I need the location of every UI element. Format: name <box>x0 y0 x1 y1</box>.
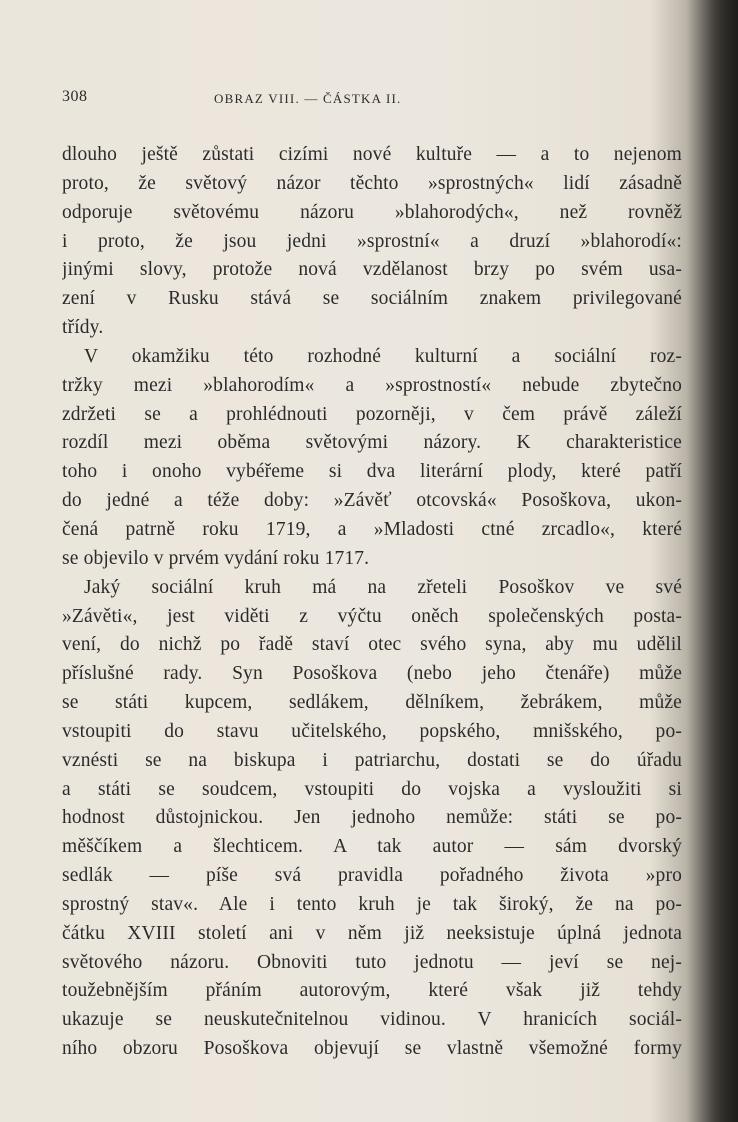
text-line: světového názoru. Obnoviti tuto jednotu — jeví se nej- <box>62 951 682 973</box>
text-line: ukazuje se neuskutečnitelnou vidinou. V hranicích sociál- <box>62 1009 682 1031</box>
text-line: Jaký sociální kruh má na zřeteli Posoškov ve své <box>84 576 682 598</box>
text-line: proto, že světový názor těchto »sprostných« lidí zásadně <box>62 172 682 194</box>
text-line: ního obzoru Posoškova objevují se vlastně všemožné formy <box>62 1038 682 1060</box>
text-line: sedlák — píše svá pravidla pořadného života »pro <box>62 865 682 887</box>
text-line: třídy. <box>62 317 104 339</box>
text-line: rozdíl mezi oběma světovými názory. K charakteristice <box>62 432 682 454</box>
text-line: čená patrně roku 1719, a »Mladosti ctné zrcadlo«, které <box>62 518 682 540</box>
text-line: »Závěti«, jest viděti z výčtu oněch společenských posta- <box>62 605 682 627</box>
text-line: do jedné a téže doby: »Závěť otcovská« Posoškova, ukon- <box>62 490 682 512</box>
text-line: sprostný stav«. Ale i tento kruh je tak široký, že na po- <box>62 893 682 915</box>
text-line: vení, do nichž po řadě staví otec svého syna, aby mu udělil <box>62 634 682 656</box>
text-line: zdržeti se a prohlédnouti pozorněji, v čem právě záleží <box>62 403 682 425</box>
text-line: tržky mezi »blahorodím« a »sprostností« nebude zbytečno <box>62 374 682 396</box>
text-line: se objevilo v prvém vydání roku 1717. <box>62 547 370 569</box>
page-number: 308 <box>62 88 88 105</box>
text-line: V okamžiku této rozhodné kulturní a sociální roz- <box>84 345 682 367</box>
text-line: dlouho ještě zůstati cizími nové kultuře — a to nejenom <box>62 144 682 165</box>
text-line: vstoupiti do stavu učitelského, popského, mnišského, po- <box>62 720 682 742</box>
text-line: i proto, že jsou jedni »sprostní« a druzí »blahorodí«: <box>62 230 682 252</box>
text-line: a státi se soudcem, vstoupiti do vojska a vysloužiti si <box>62 778 682 800</box>
text-line: čátku XVIII století ani v něm již neeksistuje úplná jednota <box>62 922 682 944</box>
text-line: odporuje světovému názoru »blahorodých«, než rovněž <box>62 201 682 223</box>
text-line: toužebnějším přáním autorovým, které však již tehdy <box>62 980 682 1002</box>
text-line: zení v Rusku stává se sociálním znakem privilegované <box>62 288 682 310</box>
text-line: toho i onoho vybéřeme si dva literární plody, které patří <box>62 461 682 483</box>
text-line: příslušné rady. Syn Posoškova (nebo jeho čtenáře) může <box>62 663 682 685</box>
running-head: OBRAZ VIII. — ČÁSTKA II. <box>214 91 402 106</box>
text-line: se státi kupcem, sedlákem, dělníkem, žebrákem, může <box>62 692 682 714</box>
text-line: měščíkem a šlechticem. A tak autor — sám dvorský <box>62 836 682 858</box>
text-line: hodnost důstojnickou. Jen jednoho nemůže: státi se po- <box>62 807 682 829</box>
body-text <box>62 141 682 1064</box>
page-header <box>62 88 682 114</box>
text-line: jinými slovy, protože nová vzdělanost brzy po svém usa- <box>62 259 682 281</box>
text-line: vznésti se na biskupa i patriarchu, dostati se do úřadu <box>62 749 682 771</box>
page-gutter-shadow <box>708 0 738 1122</box>
